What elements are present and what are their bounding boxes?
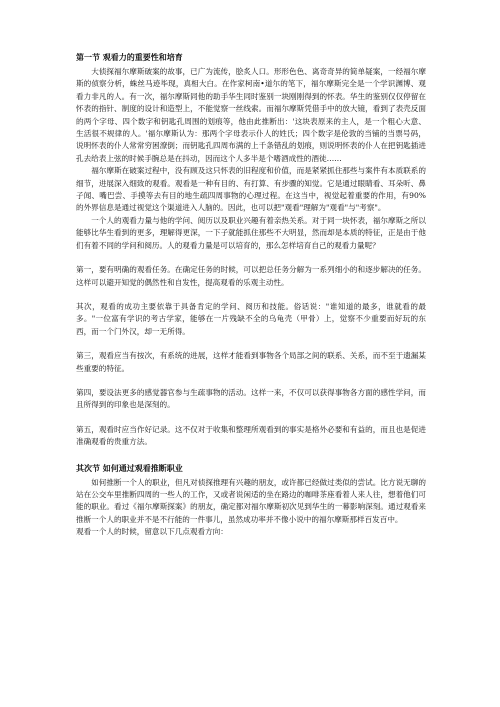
section-heading-2: 其次节 如何通过观看推断职业 — [76, 463, 183, 473]
paragraph-point-3: 第三，观看应当有按次，有系统的进展，这样才能看到事物各个局部之间的联系、关系，而不至于遗漏某些重要的特征。 — [76, 351, 426, 373]
paragraph-observation-ability: 一个人的观看力量与他的学问、阅历以及职业兴趣有着亲热关系。对于同一块怀表，福尔摩斯之所以能够比华生看到的更多，理解得更深，一下子就能抓住那些不大明显，然而却是本质的特征，正是由于他们有着不同的学问和阅历。人的观看力量是可以培育的，那么怎样培育自己的观看力量呢？ — [76, 215, 426, 250]
paragraph-observation-definition: 福尔摩斯在破案过程中，没有顾及这只怀表的旧程度和价值，而是紧紧抓住那些与案件有本质联系的细节，进展深入细致的观看。观看是一种有目的、有打算、有步骤的知觉。它是通过眼睛看、耳朵听、鼻子闻、嘴巴尝、手摸等去有目的地生疏四周事物的心理过程。在这当中，视觉起着重要的作用，有90%的外界信息是通过视觉这个渠道进入人脑的。因此，也可以把"观看"理解为"观看"与"考察"。 — [76, 166, 426, 213]
paragraph-point-1: 第一，要有明确的观看任务。在确定任务的时候，可以把总任务分解为一系列细小的和逐步解决的任务。这样可以避开知觉的偶然性和自发性，提高观看的乐观主动性。 — [76, 265, 426, 287]
paragraph-infer-profession: 如何推断一个人的职业，但凡对侦探推理有兴趣的朋友，或许都已经做过类似的尝试。比方说无聊的站在公交车里推断四周的一些人的工作，又或者说闲适的坐在路边的咖啡茶座看着人来人往，想着他们可能的职业。看过《福尔摩斯探案》的朋友，确定都对福尔摩斯初次见到华生的一幕影响深刻。通过观看来推断一个人的职业并不是不行能的一件事儿，虽然成功率并不像小说中的福尔摩斯那样百发百中。 — [76, 477, 426, 524]
paragraph-point-4: 第四，要设法更多的感觉器官参与生疏事物的活动。这样一来，不仅可以获得事物各方面的感性学问，而且所得到的印象也是深刻的。 — [76, 387, 426, 410]
paragraph-holmes-watch: 大侦探福尔摩斯破案的故事，已广为流传，脍炙人口。形形色色、离奇奇异的简单疑案，一经福尔摩斯的侦察分析，蛛丝马迹毕现，真相大白。在作家柯南•道尔的笔下，福尔摩斯完全是一个学识渊博、观看力非凡的人。有一次，福尔摩斯同他的助手华生同时鉴别一块刚刚得到的怀表。华生的鉴别仅仅停留在怀表的指针、制度的设计和造型上，不能觉察一丝线索。而福尔摩斯凭借手中的放大镜，看到了表壳反面的两个字母、四个数字和钥匙孔周围的划痕等，他由此推断出：'这块表原来的主人，是一个粗心大意、生活很不规律的人。'福尔摩斯认为：那两个字母表示仆人的姓氏；四个数字是伦敦的当铺的当票号码，说明怀表的仆人常常穷困潦倒；而钥匙孔四周布满的上千条错乱的划痕，则说明怀表的仆人在把钥匙插进孔去给表上弦的时候手腕总是在抖动，因而这个人多半是个嗜酒成性的酒徒…… — [76, 67, 426, 163]
paragraph-point-5: 第五，观看时应当作好记录。这不仅对于收集和整理所观看到的事实是格外必要和有益的，而且也是促进准确观看的贵重方法。 — [76, 424, 426, 447]
section-heading-1: 第一节 观看力的重要性和培育 — [76, 53, 183, 62]
paragraph-observation-directions: 观看一个人的时候，留意以下几点观看方向： — [76, 527, 228, 537]
paragraph-point-2: 其次，观看的成功主要依靠于具备肯定的学问、阅历和技能。俗话说："谁知道的最多，谁就看的最多。"一位富有学识的考古学家，能够在一片残缺不全的乌龟壳（甲骨）上，觉察不少重要而好玩的东西，而一个门外汉，却一无所得。 — [76, 301, 426, 336]
